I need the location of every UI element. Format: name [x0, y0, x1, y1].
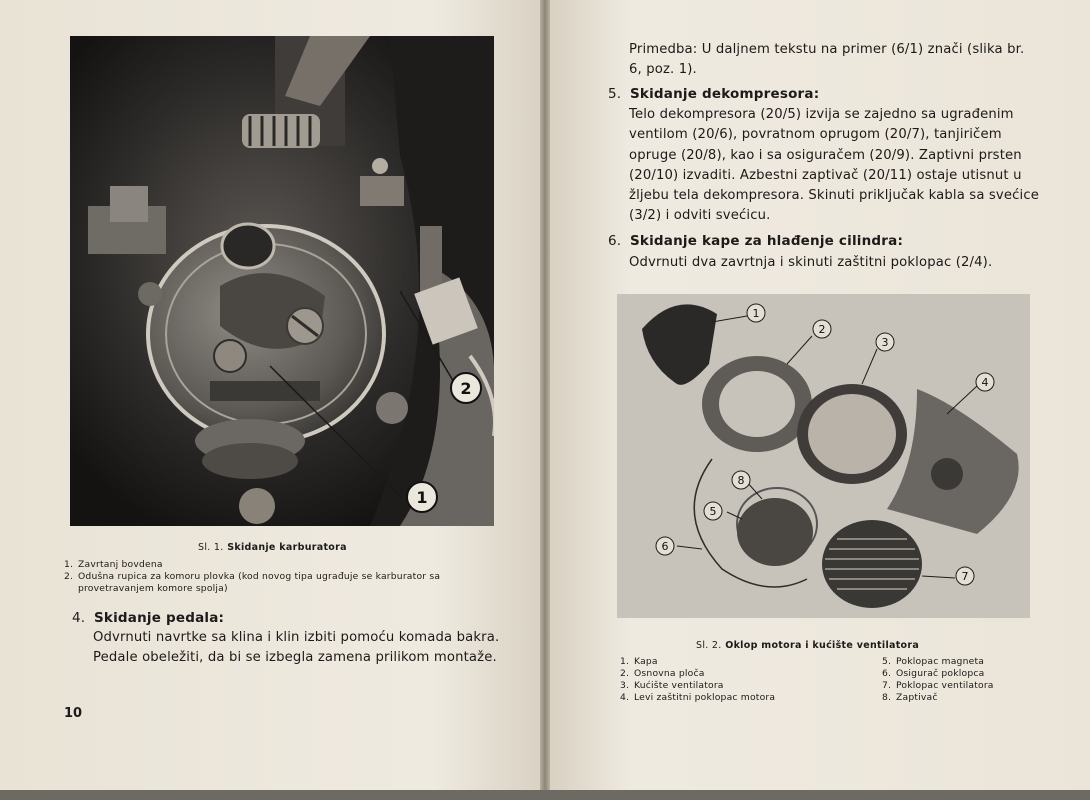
callout-1-label: 1	[752, 307, 760, 320]
legend-item	[64, 571, 514, 595]
callout-1-label: 1	[416, 488, 428, 507]
legend-item-text: Kućište ventilatora	[634, 680, 724, 691]
left-page	[0, 0, 540, 790]
legend-item-text: Odušna rupica za komoru plovka (kod novog tipa ugrađuje se karburator sa provetravanjem komore spolja)	[78, 571, 441, 594]
legend-item	[882, 680, 1082, 692]
figure1-caption-title: Skidanje karburatora	[227, 542, 347, 553]
note-text: Primedba: U daljnem tekstu na primer (6/1) znači (slika br. 6, poz. 1).	[629, 42, 1025, 78]
section-4-text: Odvrnuti navrtke sa klina i klin izbiti pomoću komada bakra. Pedale obeležiti, da bi se izbegla zamena prilikom montaže.	[93, 630, 500, 666]
callout-3-label: 3	[881, 336, 889, 349]
section-6-text: Odvrnuti dva zavrtnja i skinuti zaštitni poklopac (2/4).	[629, 255, 993, 270]
section-5-number: 5.	[608, 86, 622, 102]
figure2-caption-number: Sl. 2.	[696, 640, 722, 651]
figure2-caption-title: Oklop motora i kućište ventilatora	[725, 640, 920, 651]
legend-item	[620, 692, 860, 704]
figure1-caption-number: Sl. 1.	[198, 542, 224, 553]
legend-item-text: Kapa	[634, 656, 658, 667]
figure2-caption	[696, 640, 919, 651]
legend-item	[882, 656, 1082, 668]
section-6-heading	[608, 233, 903, 249]
section-4-heading	[72, 610, 224, 626]
legend-item-number: 4.	[620, 692, 630, 703]
section-5-text: Telo dekompresora (20/5) izvija se zajedno sa ugrađenim ventilom (20/6), povratnom oprugom (20/7), tanjiričem opruge (20/8), kao i sa osiguračem (20/9). Zaptivni prsten (20/10) izvaditi. Azbestni zaptivač (20/11) ostaje utisnut u žljebu tela dekompresora. Skinuti priključak kabla sa svećice (3/2) i odviti svećicu.	[629, 107, 1040, 224]
section-5-heading	[608, 86, 819, 102]
legend-item-number: 1.	[620, 656, 630, 667]
legend-item-text: Osnovna ploča	[634, 668, 705, 679]
callout-7-label: 7	[961, 570, 969, 583]
callout-2-label: 2	[460, 379, 472, 398]
book-spine	[540, 0, 550, 790]
legend-item	[620, 656, 860, 668]
legend-item-text: Zaptivač	[896, 692, 938, 703]
legend-item-number: 2.	[64, 571, 74, 582]
legend-item-text: Poklopac ventilatora	[896, 680, 994, 691]
section-4-number: 4.	[72, 610, 86, 626]
callout-2-label: 2	[818, 323, 826, 336]
legend-item-text: Levi zaštitni poklopac motora	[634, 692, 776, 703]
figure2-legend-right	[882, 656, 1082, 704]
carburetor-photo	[70, 36, 494, 526]
fan-housing-photo	[617, 294, 1030, 618]
legend-item	[620, 668, 860, 680]
legend-item-text: Osigurač poklopca	[896, 668, 985, 679]
section-6-number: 6.	[608, 233, 622, 249]
callout-6-label: 6	[661, 540, 669, 553]
legend-item	[620, 680, 860, 692]
figure2-legend-left	[620, 656, 860, 704]
callout-5-label: 5	[709, 505, 717, 518]
section-5-title: Skidanje dekompresora:	[630, 86, 820, 102]
section-4-title: Skidanje pedala:	[94, 610, 225, 626]
legend-item-number: 2.	[620, 668, 630, 679]
legend-item-number: 7.	[882, 680, 892, 691]
legend-item-number: 3.	[620, 680, 630, 691]
legend-item-text: Zavrtanj bovdena	[78, 559, 163, 570]
page-number: 10	[64, 706, 83, 721]
legend-item	[882, 668, 1082, 680]
legend-item-number: 6.	[882, 668, 892, 679]
legend-item	[64, 559, 514, 571]
legend-item-number: 8.	[882, 692, 892, 703]
figure1-caption	[198, 542, 347, 553]
callout-4-label: 4	[981, 376, 989, 389]
legend-item	[882, 692, 1082, 704]
legend-item-text: Poklopac magneta	[896, 656, 985, 667]
callout-8-label: 8	[737, 474, 745, 487]
legend-item-number: 5.	[882, 656, 892, 667]
legend-item-number: 1.	[64, 559, 74, 570]
figure1-legend	[64, 559, 514, 595]
section-6-title: Skidanje kape za hlađenje cilindra:	[630, 233, 904, 249]
